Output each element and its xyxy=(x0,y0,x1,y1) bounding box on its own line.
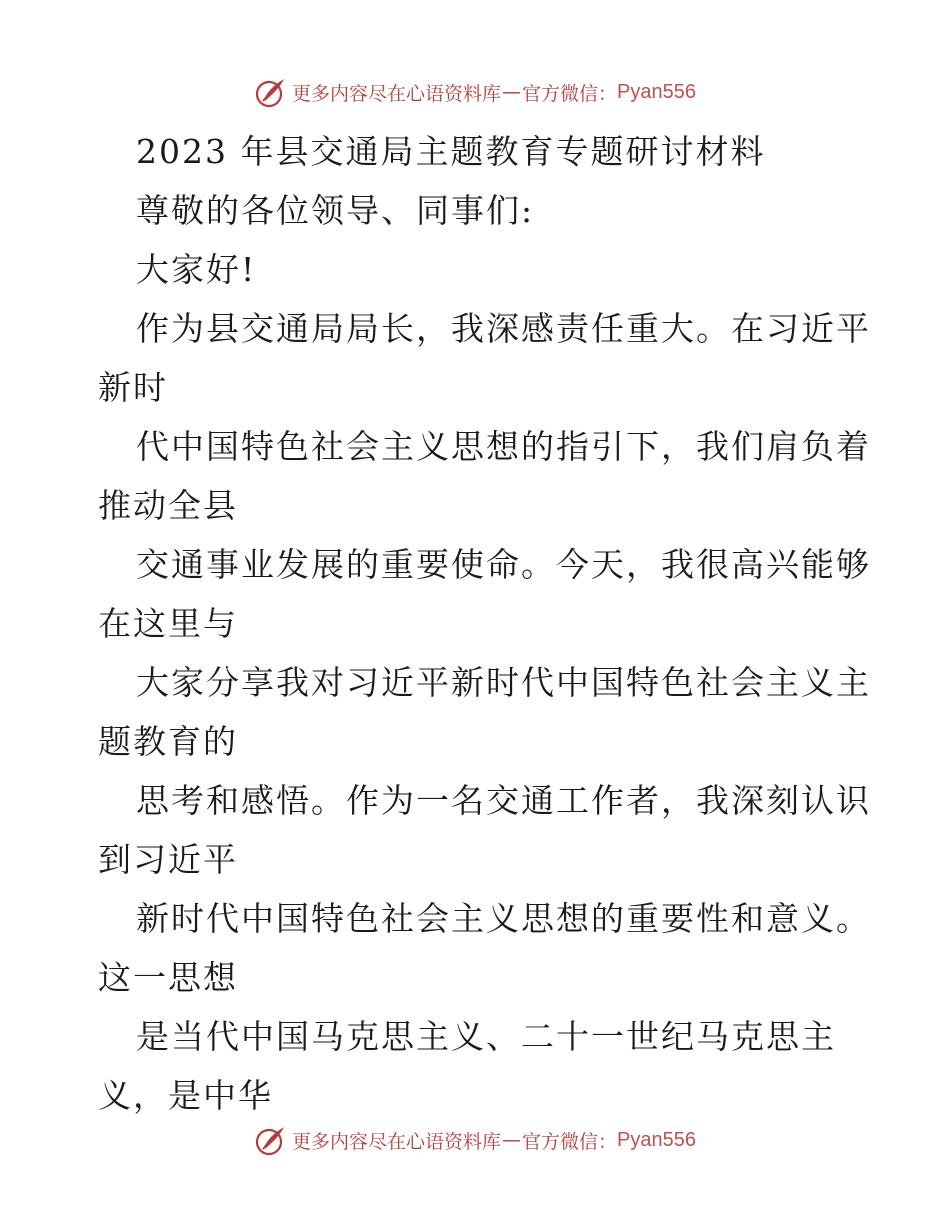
header-banner xyxy=(0,70,950,114)
paragraph-line: 思考和感悟。作为一名交通工作者，我深刻认识 xyxy=(136,781,871,820)
paragraph-line: 这一思想 xyxy=(98,958,238,997)
paragraph-line: 新时代中国特色社会主义思想的重要性和意义。 xyxy=(136,899,871,938)
document-title: 2023 年县交通局主题教育专题研讨材料 xyxy=(136,132,766,171)
banner-separator: — xyxy=(502,81,522,103)
paragraph-line: 作为县交通局局长，我深感责任重大。在习近平 xyxy=(136,309,871,348)
paragraph-line: 在这里与 xyxy=(98,604,238,643)
paragraph-line: 新时 xyxy=(98,368,168,407)
paragraph-line: 大家分享我对习近平新时代中国特色社会主义主 xyxy=(136,663,871,702)
paragraph-line: 到习近平 xyxy=(98,840,238,879)
paragraph-line: 代中国特色社会主义思想的指引下，我们肩负着 xyxy=(136,427,871,466)
banner-separator: — xyxy=(502,1129,522,1151)
paragraph-line: 题教育的 xyxy=(98,722,238,761)
greeting: 大家好! xyxy=(136,250,257,289)
paragraph-line: 是当代中国马克思主义、二十一世纪马克思主 xyxy=(136,1017,836,1056)
banner-promo-text: 更多内容尽在心语资料库 xyxy=(292,82,502,105)
paragraph-line: 交通事业发展的重要使命。今天，我很高兴能够 xyxy=(136,545,871,584)
quill-pen-logo-icon xyxy=(254,75,288,109)
banner-wechat-handle: Pyan556 xyxy=(617,1128,696,1151)
banner-wechat-handle: Pyan556 xyxy=(617,80,696,103)
quill-pen-logo-icon xyxy=(254,1123,288,1157)
banner-wechat-label: 官方微信： xyxy=(522,82,618,105)
banner-wechat-label: 官方微信： xyxy=(522,1130,618,1153)
footer-banner xyxy=(0,1118,950,1162)
document-body xyxy=(98,122,871,1125)
paragraph-line: 推动全县 xyxy=(98,486,238,525)
banner-promo-text: 更多内容尽在心语资料库 xyxy=(292,1130,502,1153)
paragraph-line: 义，是中华 xyxy=(98,1076,273,1115)
salutation: 尊敬的各位领导、同事们: xyxy=(136,191,535,230)
